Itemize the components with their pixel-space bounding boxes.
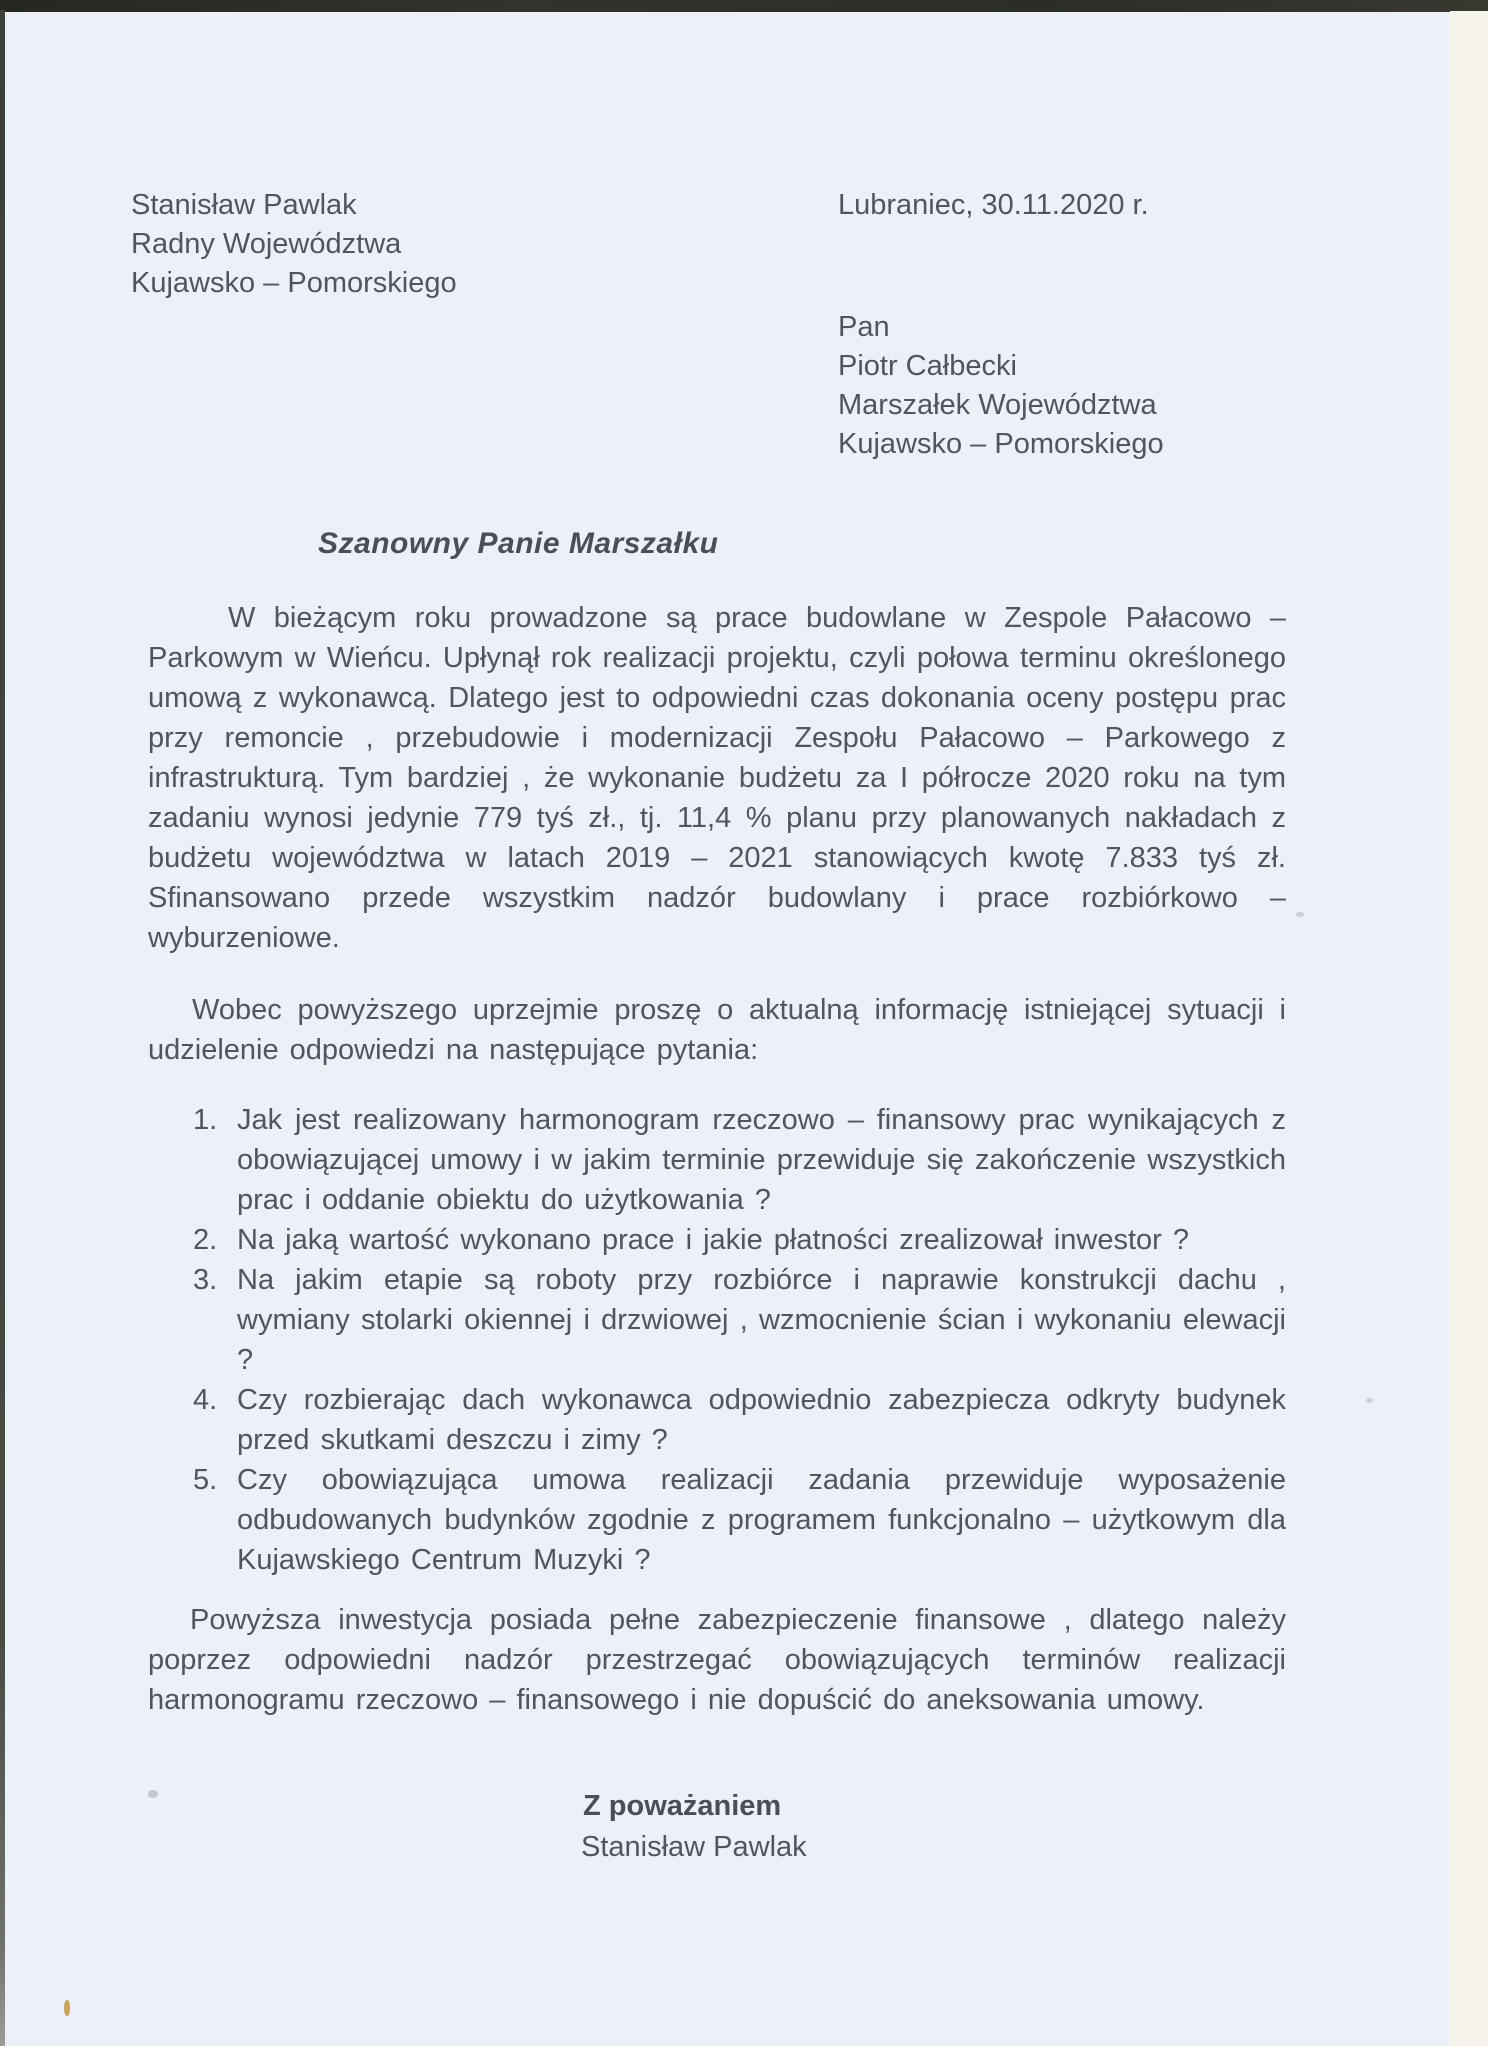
- dateline: Lubraniec, 30.11.2020 r.: [838, 189, 1149, 221]
- question-text: Na jakim etapie są roboty przy rozbiórce i naprawie konstrukcji dachu , wymiany stolarki okiennej i drzwiowej , wzmocnienie ścian i wykonaniu elewacji ?: [237, 1264, 1286, 1376]
- sender-name: Stanisław Pawlak: [131, 189, 357, 221]
- question-item-3: [193, 1260, 1286, 1380]
- sender-title: Radny Województwa: [131, 228, 402, 260]
- recipient-title: Marszałek Województwa: [838, 389, 1157, 421]
- letter-salutation: Szanowny Panie Marszałku: [318, 527, 719, 560]
- question-number: 5.: [193, 1464, 218, 1496]
- scan-artifact-smudge: [1296, 912, 1304, 917]
- scan-artifact-smudge: [148, 1790, 158, 1798]
- paragraph-budget-status: W bieżącym roku prowadzone są prace budowlane w Zespole Pałacowo – Parkowym w Wieńcu. Upłynął rok realizacji projektu, czyli połowa terminu określonego umową z wykonawcą. Dlatego jest to odpowiedni czas dokonania oceny postępu prac przy remoncie , przebudowie i modernizacji Zespołu Pałacowo – Parkowego z infrastrukturą. Tym bardziej , że wykonanie budżetu za I półrocze 2020 roku na tym zadaniu wynosi jedynie 779 tyś zł., tj. 11,4 % planu przy planowanych nakładach z budżetu województwa w latach 2019 – 2021 stanowiących kwotę 7.833 tyś zł. Sfinansowano przede wszystkim nadzór budowlany i prace rozbiórkowo – wyburzeniowe.: [148, 602, 1286, 954]
- question-item-1: [193, 1100, 1286, 1220]
- paragraph-request: Wobec powyższego uprzejmie proszę o aktualną informację istniejącej sytuacji i udzielenie odpowiedzi na następujące pytania:: [148, 994, 1286, 1066]
- questions-list: [148, 1100, 1286, 1580]
- question-number: 1.: [193, 1104, 218, 1136]
- recipient-address-block: [838, 308, 1164, 464]
- valediction: Z poważaniem: [583, 1790, 782, 1822]
- question-text: Na jaką wartość wykonano prace i jakie płatności zrealizował inwestor ?: [237, 1224, 1189, 1256]
- sender-address-block: [131, 186, 457, 303]
- signature-name: Stanisław Pawlak: [581, 1831, 807, 1863]
- sender-region: Kujawsko – Pomorskiego: [131, 267, 457, 299]
- recipient-region: Kujawsko – Pomorskiego: [838, 428, 1164, 460]
- scan-left-edge-shadow: [0, 10, 5, 2046]
- question-number: 2.: [193, 1224, 218, 1256]
- scan-artifact-smudge: [1366, 1398, 1373, 1403]
- scan-top-edge-shadow: [0, 0, 1488, 12]
- question-text: Jak jest realizowany harmonogram rzeczowo – finansowy prac wynikających z obowiązującej umowy i w jakim terminie przewiduje się zakończenie wszystkich prac i oddanie obiektu do użytkowania ?: [237, 1104, 1286, 1216]
- question-number: 4.: [193, 1384, 218, 1416]
- question-text: Czy obowiązująca umowa realizacji zadania przewiduje wyposażenie odbudowanych budynków zgodnie z programem funkcjonalno – użytkowym dla Kujawskiego Centrum Muzyki ?: [237, 1464, 1286, 1576]
- scan-right-background-strip: [1450, 11, 1488, 2046]
- question-item-4: [193, 1380, 1286, 1460]
- paragraph-closing: Powyższa inwestycja posiada pełne zabezpieczenie finansowe , dlatego należy poprzez odpowiedni nadzór przestrzegać obowiązujących terminów realizacji harmonogramu rzeczowo – finansowego i nie dopuścić do aneksowania umowy.: [148, 1604, 1286, 1716]
- recipient-salutation: Pan: [838, 311, 890, 343]
- question-item-5: [193, 1460, 1286, 1580]
- recipient-name: Piotr Całbecki: [838, 350, 1017, 382]
- question-item-2: [193, 1220, 1286, 1260]
- question-number: 3.: [193, 1264, 218, 1296]
- letter-body: [148, 598, 1286, 1720]
- question-text: Czy rozbierając dach wykonawca odpowiednio zabezpiecza odkryty budynek przed skutkami deszczu i zimy ?: [237, 1384, 1286, 1456]
- scan-artifact-speck: [64, 2000, 70, 2016]
